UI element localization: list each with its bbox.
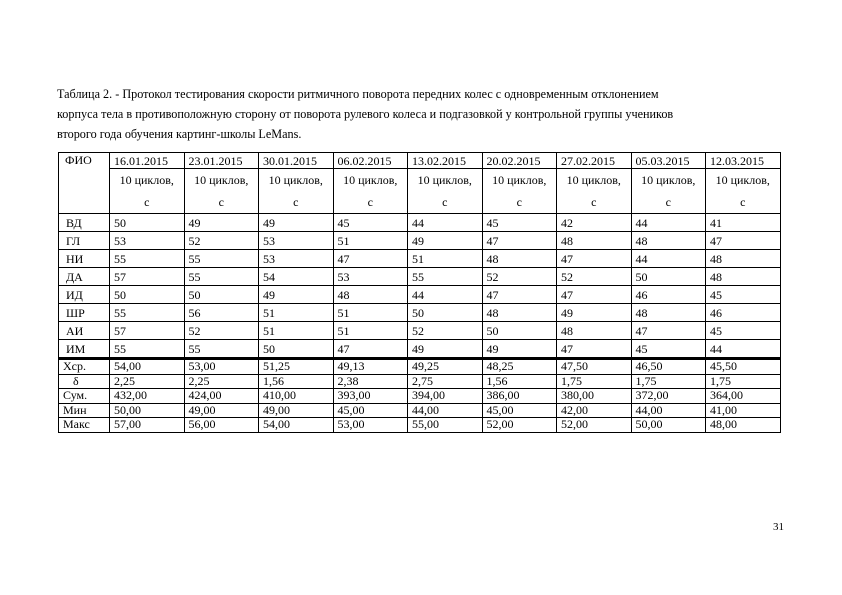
table-cell: 1,75 [631,374,706,389]
table-cell: 57,00 [110,418,185,433]
table-cell: 47 [706,232,781,250]
table-cell: 424,00 [184,389,259,404]
table-cell: 2,25 [110,374,185,389]
table-cell: 50 [631,268,706,286]
table-cell: 53 [259,232,334,250]
table-cell: 49 [184,214,259,232]
stats-row [59,389,781,404]
unit-line: 10 циклов, [715,173,770,187]
date-header: 27.02.2015 [557,153,632,169]
table-cell: 45,00 [333,403,408,418]
table-cell: 48,00 [706,418,781,433]
table-cell: 57 [110,268,185,286]
stats-row [59,418,781,433]
table-cell: 53,00 [333,418,408,433]
table-cell: 41 [706,214,781,232]
table-cell: 55 [184,250,259,268]
row-label: ДА [59,268,110,286]
table-cell: 51 [333,304,408,322]
table-cell: 48 [557,232,632,250]
table-row [59,286,781,304]
table-cell: 45,00 [482,403,557,418]
unit-line: с [442,195,448,209]
unit-line: 10 циклов, [194,173,249,187]
unit-header [333,169,408,214]
table-cell: 394,00 [408,389,483,404]
row-label: Хср. [59,359,110,375]
table-cell: 54,00 [259,418,334,433]
table-row [59,232,781,250]
table-cell: 48 [557,322,632,340]
unit-header [482,169,557,214]
table-row [59,250,781,268]
table-cell: 48 [631,304,706,322]
row-label: δ [59,374,110,389]
table-cell: 57 [110,322,185,340]
table-cell: 53,00 [184,359,259,375]
table-cell: 2,38 [333,374,408,389]
table-cell: 45 [706,286,781,304]
table-row [59,322,781,340]
table-cell: 44 [706,340,781,359]
table-cell: 49,13 [333,359,408,375]
table-cell: 51 [259,304,334,322]
fio-header: ФИО [59,153,110,214]
table-cell: 51 [333,232,408,250]
table-cell: 46 [706,304,781,322]
table-cell: 47 [557,250,632,268]
header-row-dates [59,153,781,169]
table-cell: 44 [408,286,483,304]
row-label: ШР [59,304,110,322]
table-cell: 48 [333,286,408,304]
stats-row [59,359,781,375]
row-label: ВД [59,214,110,232]
row-label: Сум. [59,389,110,404]
unit-line: с [293,195,299,209]
table-cell: 386,00 [482,389,557,404]
unit-line: 10 циклов, [641,173,696,187]
table-cell: 52,00 [482,418,557,433]
table-cell: 42,00 [557,403,632,418]
table-cell: 50 [110,286,185,304]
table-cell: 44,00 [631,403,706,418]
table-cell: 52 [408,322,483,340]
table-cell: 47 [557,286,632,304]
caption-line: второго года обучения картинг-школы LeMans. [57,127,302,141]
table-cell: 51 [333,322,408,340]
unit-header [631,169,706,214]
table-cell: 1,56 [482,374,557,389]
unit-line: 10 циклов, [268,173,323,187]
date-header: 30.01.2015 [259,153,334,169]
unit-line: с [218,195,224,209]
table-cell: 55 [408,268,483,286]
date-header: 23.01.2015 [184,153,259,169]
table-cell: 47 [557,340,632,359]
unit-line: с [516,195,522,209]
unit-line: 10 циклов, [119,173,174,187]
table-cell: 45,50 [706,359,781,375]
table-cell: 49,00 [184,403,259,418]
unit-header [706,169,781,214]
unit-line: с [740,195,746,209]
table-cell: 55 [110,304,185,322]
table-cell: 50 [184,286,259,304]
row-label: Мин [59,403,110,418]
table-cell: 55 [184,268,259,286]
table-cell: 49 [408,340,483,359]
table-cell: 1,56 [259,374,334,389]
table-cell: 55,00 [408,418,483,433]
table-cell: 47 [482,286,557,304]
unit-line: с [367,195,373,209]
table-row [59,340,781,359]
unit-line: 10 циклов, [343,173,398,187]
table-cell: 49,25 [408,359,483,375]
table-cell: 52 [482,268,557,286]
table-cell: 53 [110,232,185,250]
table-cell: 48 [706,268,781,286]
table-cell: 51 [408,250,483,268]
results-table [58,152,781,433]
table-cell: 54,00 [110,359,185,375]
row-label: АИ [59,322,110,340]
table-cell: 51,25 [259,359,334,375]
table-cell: 393,00 [333,389,408,404]
unit-header [110,169,185,214]
date-header: 13.02.2015 [408,153,483,169]
table-cell: 55 [184,340,259,359]
table-cell: 52,00 [557,418,632,433]
unit-header [184,169,259,214]
table-cell: 364,00 [706,389,781,404]
table-cell: 49 [259,214,334,232]
unit-header [408,169,483,214]
table-cell: 45 [631,340,706,359]
table-cell: 50 [110,214,185,232]
row-label: ИД [59,286,110,304]
table-cell: 48 [706,250,781,268]
table-cell: 2,75 [408,374,483,389]
unit-header [557,169,632,214]
table-cell: 410,00 [259,389,334,404]
table-cell: 48 [482,250,557,268]
table-cell: 42 [557,214,632,232]
table-cell: 50 [259,340,334,359]
caption-line: корпуса тела в противоположную сторону от поворота рулевого колеса и подгазовкой у контрольной группы учеников [57,107,674,121]
unit-line: с [144,195,150,209]
table-cell: 46,50 [631,359,706,375]
row-label: Макс [59,418,110,433]
date-header: 16.01.2015 [110,153,185,169]
table-cell: 47 [631,322,706,340]
table-cell: 51 [259,322,334,340]
table-cell: 55 [110,250,185,268]
row-label: ИМ [59,340,110,359]
date-header: 20.02.2015 [482,153,557,169]
row-label: ГЛ [59,232,110,250]
table-cell: 53 [259,250,334,268]
table-cell: 50,00 [110,403,185,418]
table-row [59,268,781,286]
unit-line: 10 циклов, [417,173,472,187]
table-cell: 44 [631,250,706,268]
unit-line: с [591,195,597,209]
date-header: 06.02.2015 [333,153,408,169]
unit-line: 10 циклов, [566,173,621,187]
date-header: 12.03.2015 [706,153,781,169]
stats-row [59,374,781,389]
table-cell: 52 [557,268,632,286]
table-cell: 45 [333,214,408,232]
table-row [59,214,781,232]
stats-row [59,403,781,418]
table-cell: 44 [631,214,706,232]
unit-header [259,169,334,214]
unit-line: 10 циклов, [492,173,547,187]
table-cell: 41,00 [706,403,781,418]
table-cell: 49 [408,232,483,250]
table-cell: 47 [333,250,408,268]
table-cell: 45 [482,214,557,232]
table-cell: 52 [184,232,259,250]
table-cell: 50 [482,322,557,340]
table-cell: 56 [184,304,259,322]
table-cell: 52 [184,322,259,340]
table-cell: 1,75 [706,374,781,389]
table-cell: 45 [706,322,781,340]
table-cell: 48,25 [482,359,557,375]
page-number: 31 [773,521,784,533]
unit-line: с [665,195,671,209]
table-cell: 372,00 [631,389,706,404]
row-label: НИ [59,250,110,268]
table-cell: 44,00 [408,403,483,418]
table-cell: 380,00 [557,389,632,404]
table-cell: 49 [259,286,334,304]
table-cell: 432,00 [110,389,185,404]
table-cell: 48 [482,304,557,322]
table-cell: 48 [631,232,706,250]
table-cell: 49 [557,304,632,322]
table-caption [57,84,787,144]
table-cell: 53 [333,268,408,286]
table-cell: 50,00 [631,418,706,433]
table-cell: 47 [333,340,408,359]
caption-line: Таблица 2. - Протокол тестирования скорости ритмичного поворота передних колес с одновременным отклонением [57,87,659,101]
table-cell: 50 [408,304,483,322]
table-cell: 49 [482,340,557,359]
table-cell: 49,00 [259,403,334,418]
table-row [59,304,781,322]
table-cell: 47,50 [557,359,632,375]
table-cell: 47 [482,232,557,250]
table-cell: 44 [408,214,483,232]
table-cell: 2,25 [184,374,259,389]
table-cell: 54 [259,268,334,286]
header-row-units [59,169,781,214]
table-cell: 46 [631,286,706,304]
table-cell: 1,75 [557,374,632,389]
table-cell: 55 [110,340,185,359]
table-cell: 56,00 [184,418,259,433]
date-header: 05.03.2015 [631,153,706,169]
